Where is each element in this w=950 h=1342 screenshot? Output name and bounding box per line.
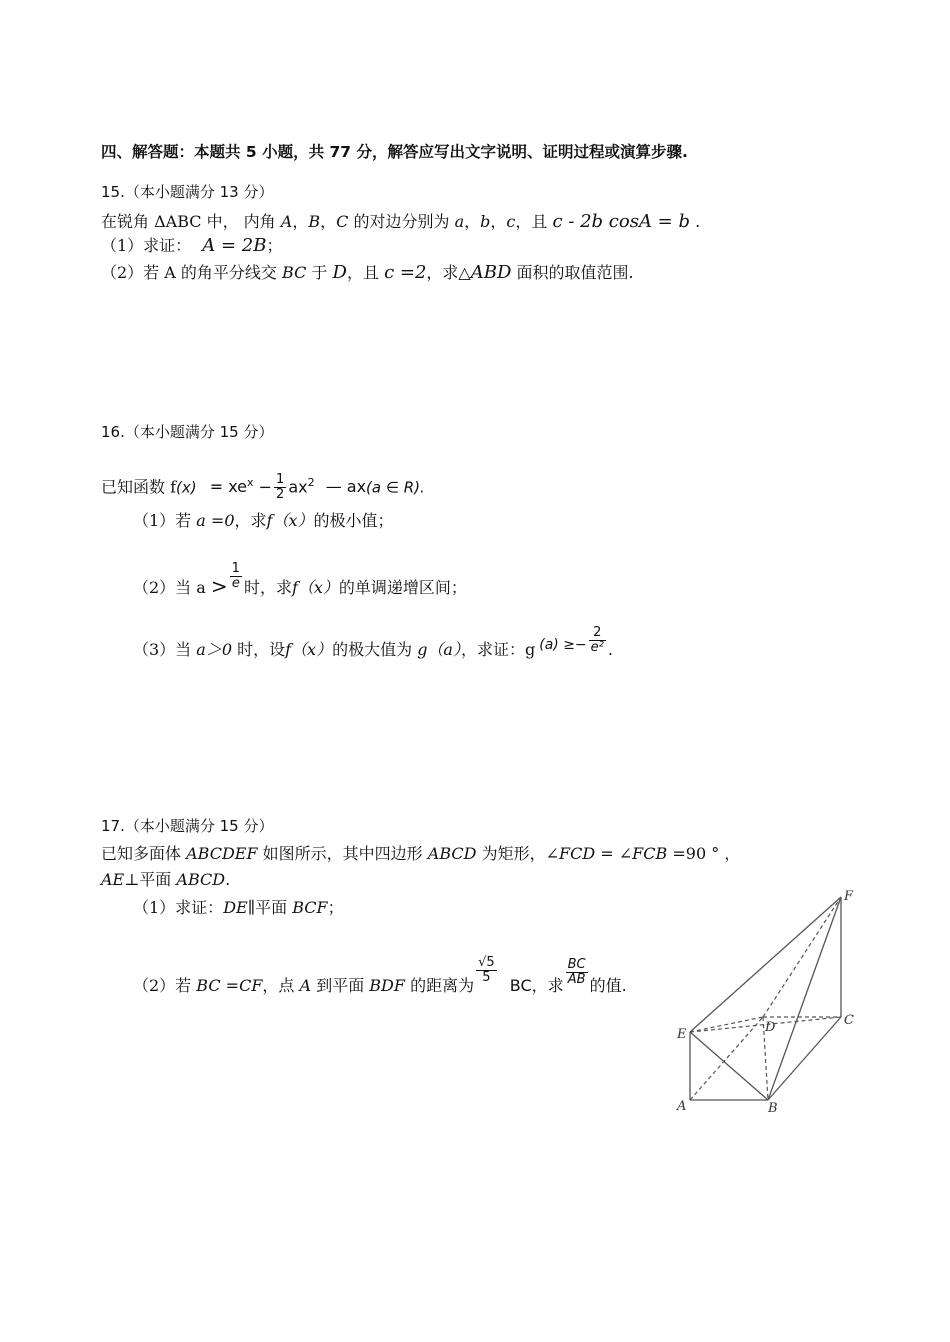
- q15-var-C: C: [336, 212, 349, 231]
- q17-l2-end: .: [225, 870, 231, 889]
- q17-part2-mid3: 的距离为: [410, 976, 475, 995]
- label-C: C: [844, 1013, 854, 1028]
- q16-part2: [133, 562, 467, 599]
- q15-text-pre: 在锐角 ΔABC 中， 内角: [101, 212, 276, 231]
- q17-l1-eq1: = ∠: [600, 844, 633, 863]
- q17-part2-fraction: [476, 956, 497, 985]
- q16-def-sup2: 2: [307, 476, 315, 489]
- q17-part1-end: ；: [327, 898, 344, 917]
- q16-def-domain: (a ∈ R).: [366, 478, 425, 497]
- q16-part1-a: a =0: [196, 511, 235, 530]
- edge-BF: [768, 897, 841, 1100]
- q15-part2-text2: ，且: [346, 263, 379, 282]
- label-B: B: [768, 1101, 778, 1116]
- q17-part2-bc: BC: [509, 976, 532, 995]
- q15-text-mid: 的对边分别为: [353, 212, 450, 231]
- edge-BC: [768, 1017, 841, 1100]
- edge-AD: [690, 1017, 763, 1100]
- q15-part1-end: ；: [266, 236, 283, 255]
- q17-part1: [133, 897, 344, 919]
- q15-var-a: a: [454, 212, 465, 231]
- q17-line1: [101, 843, 740, 865]
- q17-l1-fcb: FCB: [632, 844, 668, 863]
- q17-line2: [101, 869, 230, 891]
- q16-part3-mid3: ，求证：g: [460, 640, 536, 659]
- label-F: F: [844, 889, 854, 904]
- label-D: D: [765, 1020, 776, 1035]
- q16-part2-mid: 时，求: [243, 578, 292, 597]
- q17-part2-bdf: BDF: [369, 976, 405, 995]
- q17-part1-label: （1）求证：: [133, 898, 224, 917]
- q16-part1-f: f（x）: [266, 511, 314, 530]
- q16-part1: [133, 510, 393, 532]
- q15-part2-end: 面积的取值范围.: [516, 263, 634, 282]
- q16-part3-mid1: 时，设: [237, 640, 286, 659]
- q17-part1-mid: ∥平面: [247, 898, 288, 917]
- q17-l1-fcd: FCD: [558, 844, 596, 863]
- q16-part1-label: （1）若: [133, 511, 192, 530]
- q17-part2-frac2-num: BC: [567, 957, 586, 972]
- label-E: E: [677, 1027, 687, 1042]
- q17-l1-poly: ABCDEF: [186, 844, 258, 863]
- q15-part2-text3: ，求△: [426, 263, 471, 282]
- label-A: A: [677, 1099, 687, 1114]
- q17-part2: [133, 956, 627, 997]
- q16-part3-frac-den: e²: [590, 640, 604, 655]
- q15-part2-label: （2）若 A 的角平分线交: [101, 263, 277, 282]
- q17-part1-de: DE: [223, 898, 248, 917]
- q16-part2-frac-num: 1: [231, 561, 240, 576]
- q16-title: 16.（本小题满分 15 分）: [101, 423, 274, 441]
- q17-title: 17.（本小题满分 15 分）: [101, 817, 274, 835]
- q16-part3-a: a＞0: [196, 640, 233, 659]
- q16-part3-ga: (a) ≥−: [539, 637, 587, 653]
- q17-part2-mid1: ，点: [262, 976, 295, 995]
- q17-part2-fraction2: [566, 958, 588, 987]
- q17-l2-abcd: ABCD: [176, 870, 226, 889]
- q16-def-frac-den: 2: [276, 487, 285, 503]
- q17-part2-frac-den: 5: [482, 970, 491, 985]
- q17-part2-A: A: [299, 976, 312, 995]
- q17-l2-ae: AE: [101, 870, 125, 889]
- q16-part1-end: 的极小值；: [313, 511, 394, 530]
- q15-var-BC: BC: [282, 263, 307, 282]
- q16-part3-label: （3）当: [133, 640, 192, 659]
- q16-part2-fraction: [230, 562, 242, 591]
- q15-part2: [101, 262, 634, 284]
- q16-def-fraction: [274, 473, 286, 502]
- section-heading: 四、解答题：本题共 5 小题，共 77 分，解答应写出文字说明、证明过程或演算步骤.: [101, 143, 688, 161]
- q15-var-A: A: [280, 212, 293, 231]
- q15-part2-text1: 于: [311, 263, 328, 282]
- q16-part2-end: 的单调递增区间；: [338, 578, 467, 597]
- q16-part2-f: f（x）: [291, 578, 339, 597]
- q17-l1-rect: ABCD: [427, 844, 477, 863]
- q17-part2-cond: BC =CF: [196, 976, 263, 995]
- q16-part3: [133, 626, 613, 661]
- q16-part3-mid2: 的极大值为: [332, 640, 413, 659]
- q15-title: 15.（本小题满分 13 分）: [101, 183, 274, 201]
- q17-l1-mid1: 如图所示，其中四边形: [262, 844, 423, 863]
- q16-part2-label: （2）当 a: [133, 578, 206, 597]
- q17-l2-mid: ⊥平面: [124, 870, 172, 889]
- q17-part2-mid2: 到平面: [316, 976, 365, 995]
- q17-part2-mid4: ，求: [531, 976, 564, 995]
- q15-part1: [101, 235, 283, 257]
- q15-var-c: c: [506, 212, 516, 231]
- q17-l1-eq2: =90 ° ，: [672, 844, 741, 863]
- q15-var-D: D: [332, 262, 347, 283]
- q16-part3-fraction: [589, 626, 606, 655]
- q17-part2-frac-num: √5: [478, 955, 495, 970]
- q15-part2-c-value: c =2: [384, 262, 427, 283]
- q17-part2-frac2-den: AB: [567, 972, 586, 987]
- q16-def-eq: = xe: [209, 477, 248, 497]
- q16-def-minus: −: [258, 477, 273, 497]
- q16-part2-gt: >: [210, 574, 228, 598]
- q15-var-B: B: [308, 212, 321, 231]
- q16-part2-frac-den: e: [231, 576, 240, 591]
- q15-var-ABD: ABD: [470, 262, 512, 283]
- edge-EF: [690, 897, 841, 1032]
- q17-part2-label: （2）若: [133, 976, 192, 995]
- q15-statement: 在锐角 ΔABC 中， 内角 A，B，C 的对边分别为 a，b，c，且 c - 2b cosA = b .: [101, 211, 701, 232]
- q15-part1-label: （1）求证：: [101, 236, 192, 255]
- q15-condition: c - 2b cosA = b: [552, 211, 690, 232]
- q16-part1-mid: ，求: [234, 511, 267, 530]
- q16-definition: [101, 472, 425, 502]
- q16-def-minus-ax: — ax: [325, 477, 367, 497]
- q16-def-pre: 已知函数 f: [101, 477, 177, 497]
- q17-l1-mid2: 为矩形，∠: [481, 844, 559, 863]
- q17-part2-end: 的值.: [589, 976, 627, 995]
- q17-l1-pre: 已知多面体: [101, 844, 182, 863]
- q15-var-b: b: [480, 212, 491, 231]
- q17-part1-bcf: BCF: [292, 898, 328, 917]
- q16-def-frac-num: 1: [276, 472, 285, 488]
- q16-def-sup: x: [247, 476, 254, 489]
- q15-part1-equation: A = 2B: [202, 235, 267, 256]
- q15-text-and: ，且: [515, 212, 548, 231]
- q16-def-x: (x): [176, 478, 197, 497]
- edge-EB: [690, 1032, 768, 1100]
- q16-part3-g: g（a）: [417, 640, 461, 659]
- polyhedron-figure: [670, 880, 870, 1120]
- q16-part3-frac-num: 2: [589, 626, 606, 641]
- q16-part3-f: f（x）: [285, 640, 333, 659]
- q16-part3-end: .: [607, 640, 613, 659]
- q16-def-ax2: ax: [288, 477, 308, 497]
